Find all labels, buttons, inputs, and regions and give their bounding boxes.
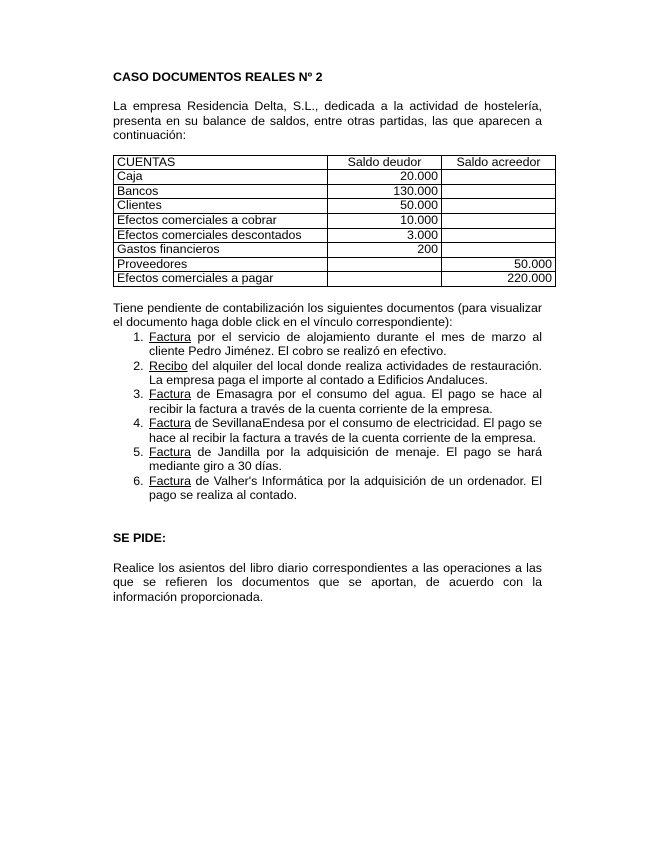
document-link-factura-jandilla[interactable]: Factura	[149, 445, 192, 460]
cell-cuenta: Clientes	[114, 199, 328, 214]
intro-paragraph: La empresa Residencia Delta, S.L., dedicada a la actividad de hostelería, presenta en su balance de saldos, entre otras partidas, las que aparecen a continuación:	[113, 99, 542, 143]
cell-acreedor	[442, 228, 556, 243]
cell-cuenta: Bancos	[114, 184, 328, 199]
list-item	[147, 445, 542, 474]
header-cuentas: CUENTAS	[114, 155, 328, 170]
table-row	[114, 243, 556, 258]
list-item	[147, 387, 542, 416]
cell-acreedor	[442, 184, 556, 199]
list-item	[147, 359, 542, 388]
cell-acreedor	[442, 199, 556, 214]
section-title-se-pide: SE PIDE:	[113, 530, 167, 545]
balance-table	[113, 155, 556, 287]
cell-deudor: 10.000	[328, 214, 442, 229]
cell-acreedor: 50.000	[442, 257, 556, 272]
header-saldo-deudor: Saldo deudor	[328, 155, 442, 170]
table-header-row	[114, 155, 556, 170]
table-row	[114, 184, 556, 199]
cell-cuenta: Efectos comerciales a cobrar	[114, 214, 328, 229]
table-row	[114, 214, 556, 229]
header-saldo-acreedor: Saldo acreedor	[442, 155, 556, 170]
list-item	[147, 330, 542, 359]
list-item-text: por el servicio de alojamiento durante el mes de marzo al cliente Pedro Jiménez. El cobro se realizó en efectivo.	[149, 329, 542, 359]
cell-acreedor	[442, 214, 556, 229]
cell-deudor: 200	[328, 243, 442, 258]
cell-cuenta: Efectos comerciales descontados	[114, 228, 328, 243]
cell-cuenta: Proveedores	[114, 257, 328, 272]
document-page	[113, 70, 552, 604]
cell-deudor: 50.000	[328, 199, 442, 214]
document-link-factura-emasagra[interactable]: Factura	[149, 387, 192, 402]
cell-deudor	[328, 257, 442, 272]
document-link-recibo-alquiler[interactable]: Recibo	[149, 358, 188, 373]
table-row	[114, 199, 556, 214]
document-link-factura-alojamiento[interactable]: Factura	[149, 329, 192, 344]
cell-cuenta: Efectos comerciales a pagar	[114, 272, 328, 287]
table-row	[114, 272, 556, 287]
documents-list	[113, 330, 542, 503]
cell-deudor: 130.000	[328, 184, 442, 199]
cell-acreedor	[442, 170, 556, 185]
list-item-text: del alquiler del local donde realiza actividades de restauración. La empresa paga el importe al contado a Edificios Andaluces.	[149, 358, 542, 387]
cell-deudor: 20.000	[328, 170, 442, 185]
cell-acreedor: 220.000	[442, 272, 556, 287]
case-title: CASO DOCUMENTOS REALES Nº 2	[113, 70, 323, 84]
cell-deudor: 3.000	[328, 228, 442, 243]
list-item-text: de SevillanaEndesa por el consumo de electricidad. El pago se hace al recibir la factura a través de la cuenta corriente de la empresa.	[149, 416, 542, 445]
document-link-factura-valher[interactable]: Factura	[149, 473, 192, 488]
list-item	[147, 474, 542, 503]
request-paragraph: Realice los asientos del libro diario correspondientes a las operaciones a las que se refieren los documentos que se aportan, de acuerdo con la información proporcionada.	[113, 561, 542, 604]
pending-intro: Tiene pendiente de contabilización los siguientes documentos (para visualizar el documento haga doble click en el vínculo correspondiente):	[113, 300, 542, 330]
cell-cuenta: Caja	[114, 170, 328, 185]
table-row	[114, 228, 556, 243]
list-item-text: de Emasagra por el consumo del agua. El pago se hace al recibir la factura a través de la cuenta corriente de la empresa.	[149, 387, 542, 416]
cell-deudor	[328, 272, 442, 287]
list-item-text: de Jandilla por la adquisición de menaje. El pago se hará mediante giro a 30 días.	[149, 445, 542, 474]
document-link-factura-sevillana[interactable]: Factura	[149, 416, 192, 431]
table-row	[114, 257, 556, 272]
cell-cuenta: Gastos financieros	[114, 243, 328, 258]
pending-documents-section	[113, 301, 542, 503]
cell-acreedor	[442, 243, 556, 258]
table-row	[114, 170, 556, 185]
list-item	[147, 416, 542, 445]
list-item-text: de Valher's Informática por la adquisición de un ordenador. El pago se realiza al contado.	[149, 473, 542, 503]
